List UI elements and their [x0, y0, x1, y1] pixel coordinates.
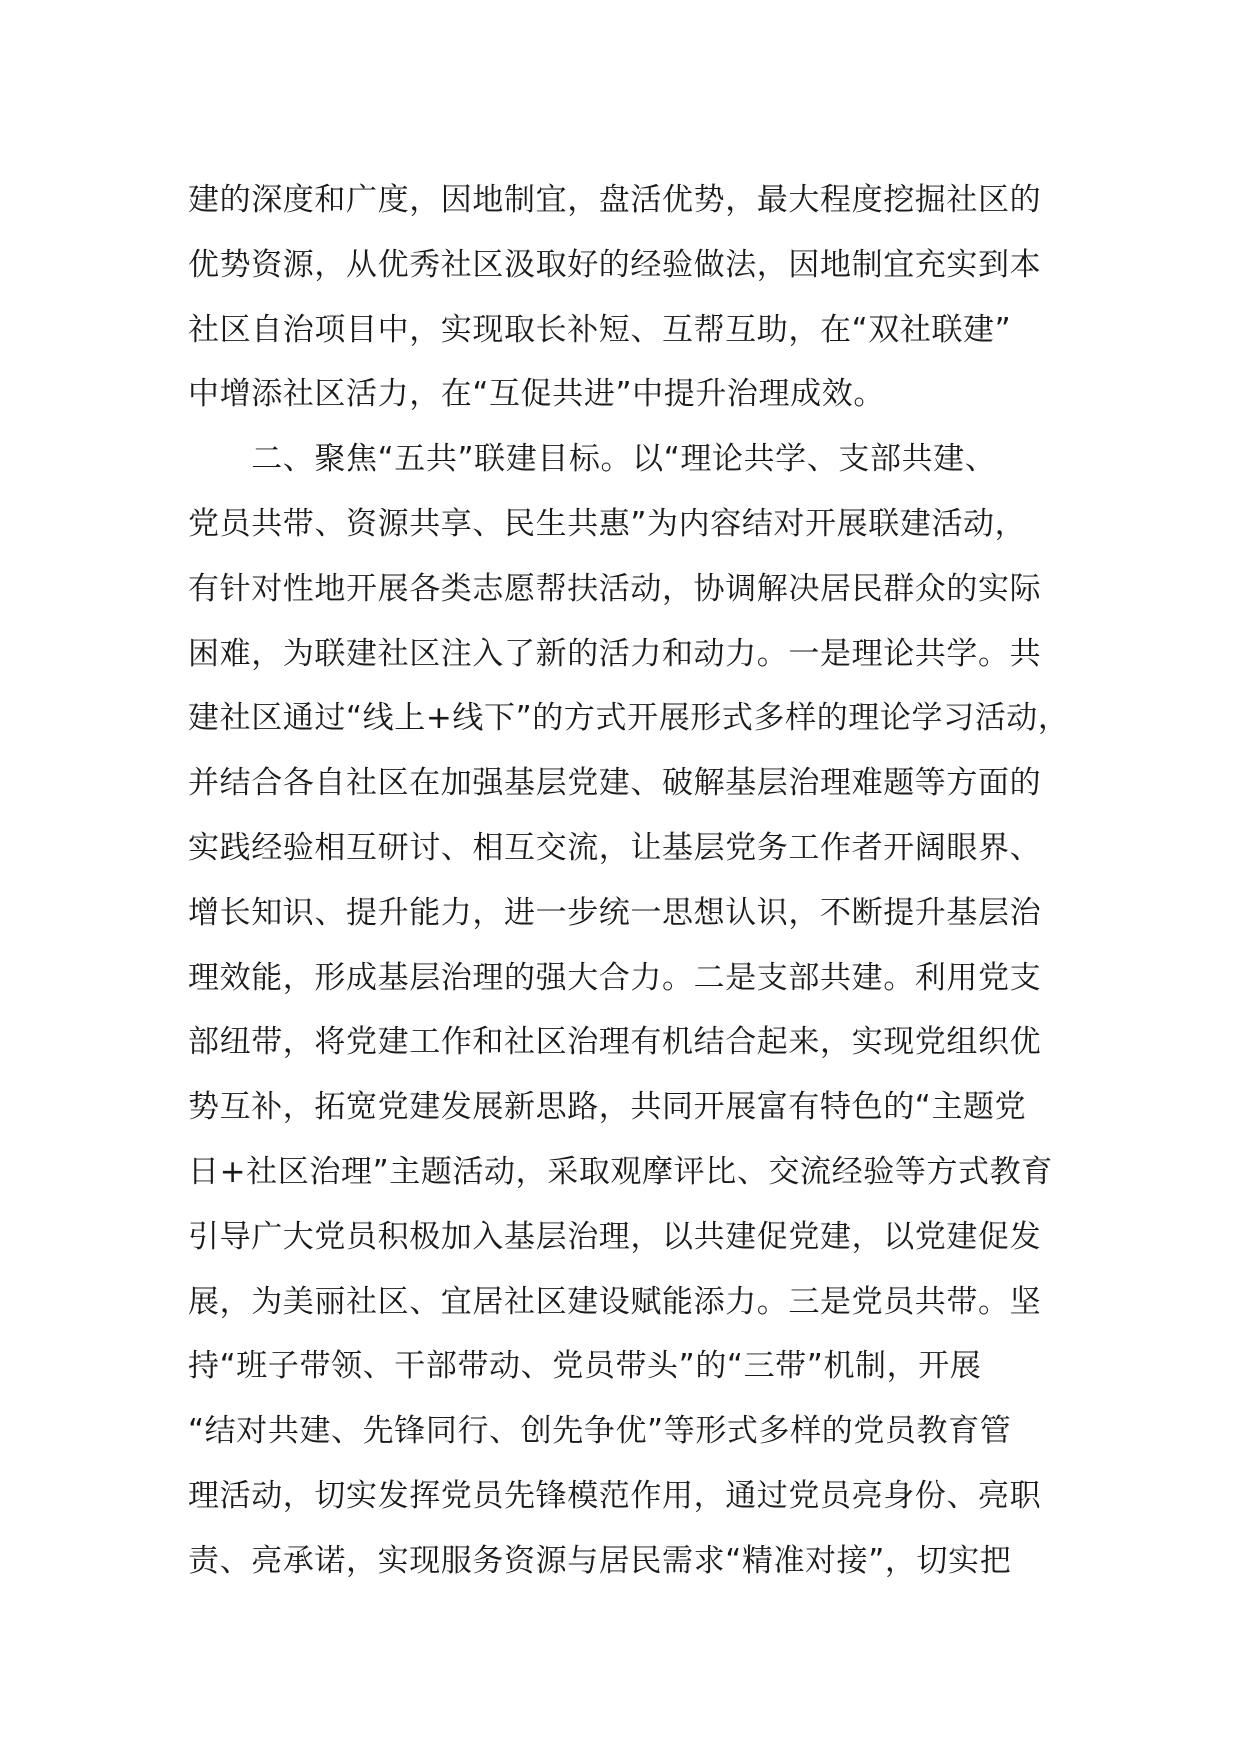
text-line: 责、亮承诺，实现服务资源与居民需求“精准对接”，切实把: [188, 1542, 1012, 1579]
text-line: 有针对性地开展各类志愿帮扶活动，协调解决居民群众的实际: [188, 570, 1042, 607]
body-text: [188, 168, 1088, 1594]
text-line: 建社区通过“线上+线下”的方式开展形式多样的理论学习活动，: [188, 700, 1070, 737]
text-line: “结对共建、先锋同行、创先争优”等形式多样的党员教育管: [188, 1413, 1012, 1450]
text-line: 增长知识、提升能力，进一步统一思想认识，不断提升基层治: [188, 894, 1042, 931]
text-line: 理效能，形成基层治理的强大合力。二是支部共建。利用党支: [188, 959, 1042, 996]
text-line: 中增添社区活力，在“互促共进”中提升治理成效。: [188, 376, 885, 413]
text-line: 并结合各自社区在加强基层党建、破解基层治理难题等方面的: [188, 765, 1042, 802]
text-line: 日+社区治理”主题活动，采取观摩评比、交流经验等方式教育: [188, 1153, 1053, 1190]
text-line: 展，为美丽社区、宜居社区建设赋能添力。三是党员共带。坚: [188, 1283, 1042, 1320]
text-line: 二、聚焦“五共”联建目标。以“理论共学、支部共建、: [188, 441, 997, 478]
text-line: 困难，为联建社区注入了新的活力和动力。一是理论共学。共: [188, 635, 1042, 672]
text-line: 优势资源，从优秀社区汲取好的经验做法，因地制宜充实到本: [188, 246, 1042, 283]
text-line: 建的深度和广度，因地制宜，盘活优势，最大程度挖掘社区的: [188, 182, 1042, 218]
text-line: 党员共带、资源共享、民生共惠”为内容结对开展联建活动，: [188, 505, 1027, 542]
text-line: 持“班子带领、干部带动、党员带头”的“三带”机制，开展: [188, 1348, 982, 1385]
text-line: 社区自治项目中，实现取长补短、互帮互助，在“双社联建”: [188, 311, 1012, 348]
text-line: 引导广大党员积极加入基层治理，以共建促党建，以党建促发: [188, 1218, 1042, 1255]
text-line: 势互补，拓宽党建发展新思路，共同开展富有特色的“主题党: [188, 1089, 1027, 1126]
text-line: 理活动，切实发挥党员先锋模范作用，通过党员亮身份、亮职: [188, 1477, 1042, 1514]
text-line: 实践经验相互研讨、相互交流，让基层党务工作者开阔眼界、: [188, 829, 1042, 866]
text-line: 部纽带，将党建工作和社区治理有机结合起来，实现党组织优: [188, 1024, 1042, 1061]
